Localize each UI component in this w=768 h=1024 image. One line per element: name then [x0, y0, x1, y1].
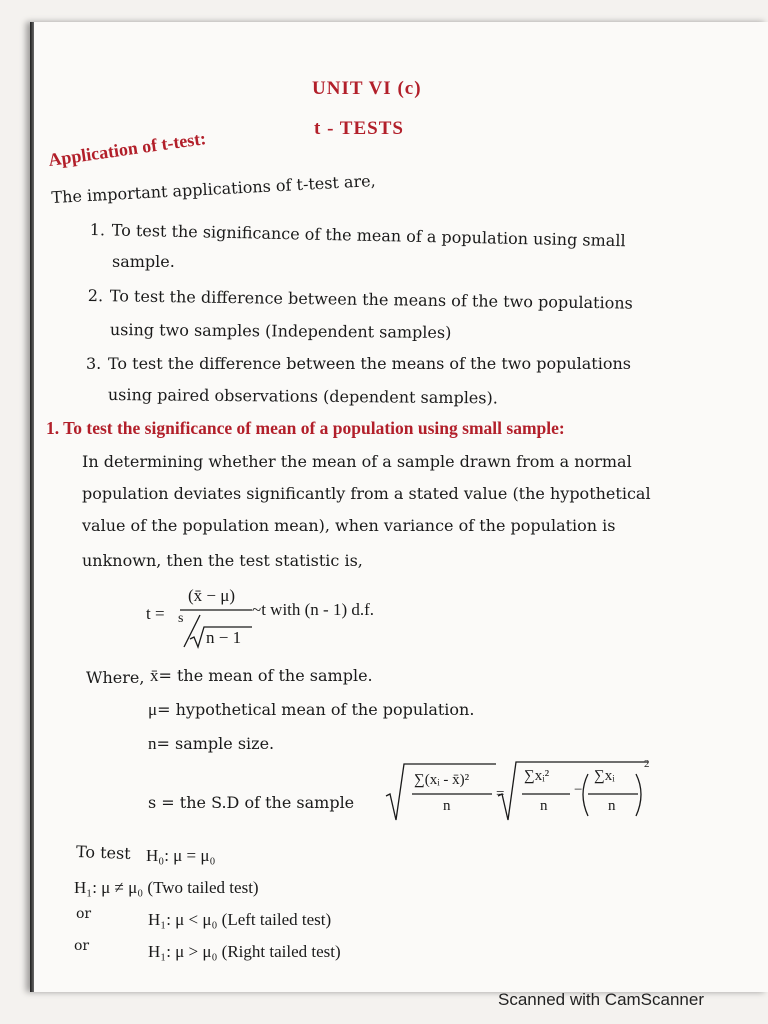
- where-label: Where,: [86, 668, 145, 687]
- sd-denominator-2b: n: [608, 798, 616, 814]
- definition-text: = hypothetical mean of the population.: [157, 700, 475, 719]
- null-hypothesis: H₀: μ = μ₀: [146, 846, 216, 865]
- or-label: or: [74, 938, 90, 954]
- list-item-number: 1.: [89, 220, 106, 240]
- sd-numerator-1: ∑(xᵢ - x̄)²: [414, 772, 470, 788]
- sd-numerator-2b: ∑xᵢ: [594, 768, 615, 784]
- list-item-text: To test the difference between the means of the two populations: [109, 286, 633, 313]
- section-heading-application: Application of t-test:: [47, 128, 208, 171]
- sd-label: s = the S.D of the sample: [148, 793, 355, 812]
- definition-mu: [148, 700, 474, 720]
- definition-text: = the mean of the sample.: [158, 666, 373, 685]
- sd-denominator-1: n: [443, 798, 451, 814]
- list-item-continuation: using two samples (Independent samples): [109, 320, 452, 342]
- definition-symbol: n: [148, 734, 157, 753]
- definition-symbol: x̄: [150, 666, 159, 685]
- definition-xbar: [150, 666, 373, 686]
- formula-numerator: (x̄ − μ): [188, 586, 236, 605]
- formula-denominator-root: n − 1: [206, 628, 242, 647]
- sd-numerator-2a: ∑xᵢ²: [524, 768, 550, 784]
- page-title: UNIT VI (c): [312, 78, 422, 99]
- alt-hypothesis-left-tailed: H₁: μ < μ₀ (Left tailed test): [148, 910, 332, 929]
- paragraph-line: unknown, then the test statistic is,: [82, 551, 363, 570]
- alt-hypothesis-right-tailed: H₁: μ > μ₀ (Right tailed test): [148, 942, 341, 961]
- formula-lhs: t =: [146, 604, 165, 623]
- definition-text: = sample size.: [156, 734, 275, 753]
- intro-text: The important applications of t-test are,: [51, 171, 377, 207]
- scanner-watermark: Scanned with CamScanner: [498, 990, 705, 1009]
- list-item-continuation: using paired observations (dependent samples).: [107, 385, 498, 408]
- paragraph-line: population deviates significantly from a stated value (the hypothetical: [82, 484, 651, 503]
- list-item-continuation: sample.: [112, 252, 175, 271]
- list-item: [86, 354, 631, 373]
- definition-n: [148, 734, 274, 754]
- sd-power: 2: [644, 758, 650, 770]
- alt-hypothesis-two-tailed: H₁: μ ≠ μ₀ (Two tailed test): [74, 878, 259, 897]
- to-test-label: To test: [75, 842, 132, 863]
- list-item-text: To test the difference between the means of the two populations: [108, 354, 631, 373]
- paragraph-line: In determining whether the mean of a sample drawn from a normal: [82, 452, 632, 471]
- formula-rhs: ~t with (n - 1) d.f.: [252, 600, 375, 619]
- definition-symbol: μ: [148, 700, 158, 719]
- list-item-number: 2.: [87, 286, 104, 306]
- section-heading-significance: 1. To test the significance of mean of a population using small sample:: [46, 418, 565, 438]
- document-page: [30, 22, 768, 992]
- list-item-text: To test the significance of the mean of a population using small: [111, 220, 626, 251]
- sd-minus: −: [574, 782, 583, 798]
- list-item-number: 3.: [86, 354, 102, 373]
- or-label: or: [76, 906, 92, 922]
- paragraph-line: value of the population mean), when variance of the population is: [82, 516, 616, 535]
- sd-equals: =: [496, 786, 505, 802]
- formula-denominator-s: s: [178, 611, 184, 626]
- sd-denominator-2a: n: [540, 798, 548, 814]
- page-subtitle: t - TESTS: [314, 118, 404, 139]
